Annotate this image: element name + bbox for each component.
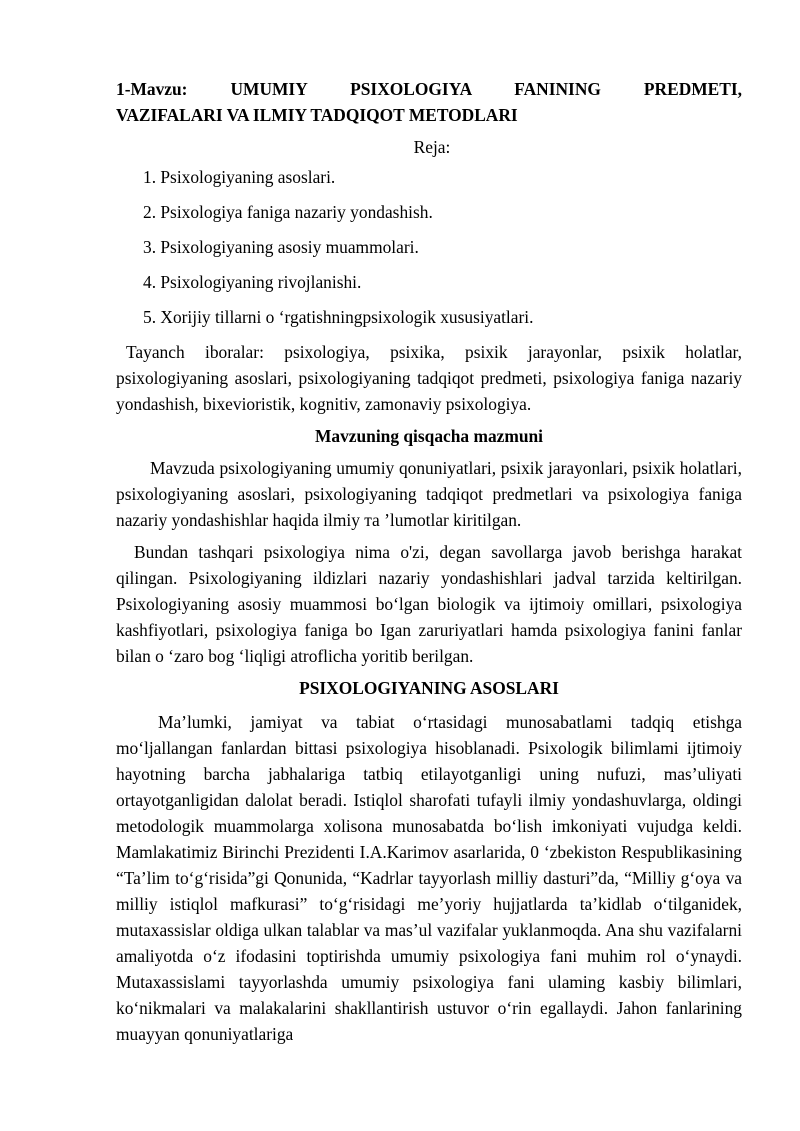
section-heading: PSIXOLOGIYANING ASOSLARI	[299, 678, 559, 698]
keywords-paragraph: Tayanch iboralar: psixologiya, psixika, psixik jarayonlar, psixik holatlar, psixologiyaning asoslari, psixologiyaning tadqiqot predmeti, psixologiya faniga nazariy yondashish, bixevioristik, kognitiv, zamonaviy psixologiya.	[116, 342, 742, 414]
title-line-1: 1-Mavzu: UMUMIY PSIXOLOGIYA FANINING PREDMETI,	[116, 79, 742, 99]
plan-list	[116, 164, 742, 330]
plan-item: 2. Psixologiya faniga nazariy yondashish.	[143, 202, 433, 222]
plan-item: 4. Psixologiyaning rivojlanishi.	[143, 272, 362, 292]
summary-paragraph-2: Bundan tashqari psixologiya nima o'zi, degan savollarga javob berishga harakat qilingan. Psixologiyaning ildizlari nazariy yondashishlari jadval tarzida keltirilgan. Psixologiyaning asosiy muammosi bo‘lgan biologik va ijtimoiy omillari, psixologiya kashfiyotlari, psixologiya faniga bo Igan zaruriyatlari hamda psixologiya fanini fanlar bilan o ‘zaro bog ‘liqligi atroflicha yoritib berilgan.	[116, 542, 742, 666]
plan-item: 1. Psixologiyaning asoslari.	[143, 167, 336, 187]
summary-heading: Mavzuning qisqacha mazmuni	[314, 426, 544, 446]
summary-paragraph-1: Mavzuda psixologiyaning umumiy qonuniyatlari, psixik jarayonlari, psixik holatlari, psixologiyaning asoslari, psixologiyaning tadqiqot predmetlari va psixologiya faniga nazariy yondashishlar haqida ilmiy та ’lumotlar kiritilgan.	[116, 458, 742, 530]
section-paragraph: Ma’lumki, jamiyat va tabiat o‘rtasidagi munosabatlami tadqiq etishga mo‘ljallangan fanlardan bittasi psixologiya hisoblanadi. Psixologik bilimlami ijtimoiy hayotning barcha jabhalariga tatbiq etilayotganligi uning nufuzi, mas’uliyati ortayotganligidan dalolat beradi. Istiqlol sharofati tufayli ilmiy yondashuvlarga, oldingi metodologik muammolarga xolisona munosabatda bo‘lish imkoniyati vujudga keldi. Mamlakatimiz Birinchi Prezidenti I.A.Karimov asarlarida, 0 ‘zbekiston Respublikasining “Ta’lim to‘g‘risida”gi Qonunida, “Kadrlar tayyorlash milliy dasturi”da, “Milliy g‘oya va milliy istiqlol mafkurasi” to‘g‘risidagi me’yoriy hujjatlarda ta’kidlab o‘tilganidek, mutaxassislar oldiga ulkan talablar va mas’ul vazifalar yuklanmoqda. Ana shu vazifalarni amaliyotda o‘z ifodasini toptirishda umumiy psixologiya fani muhim rol o‘ynaydi. Mutaxassislami tayyorlashda umumiy psixologiya fani ulaming kasbiy bilimlari, ko‘nikmalari va malakalarini shakllantirish ustuvor o‘rin egallaydi. Jahon fanlarining muayyan qonuniyatlariga	[116, 712, 742, 1044]
document-page	[116, 76, 742, 1053]
plan-item: 5. Xorijiy tillarni o ‘rgatishningpsixologik xususiyatlari.	[143, 307, 534, 327]
plan-item: 3. Psixologiyaning asosiy muammolari.	[143, 237, 419, 257]
title-line-2: VAZIFALARI VA ILMIY TADQIQOT METODLARI	[116, 105, 518, 125]
document-title	[116, 76, 742, 128]
plan-label: Reja:	[413, 137, 451, 157]
